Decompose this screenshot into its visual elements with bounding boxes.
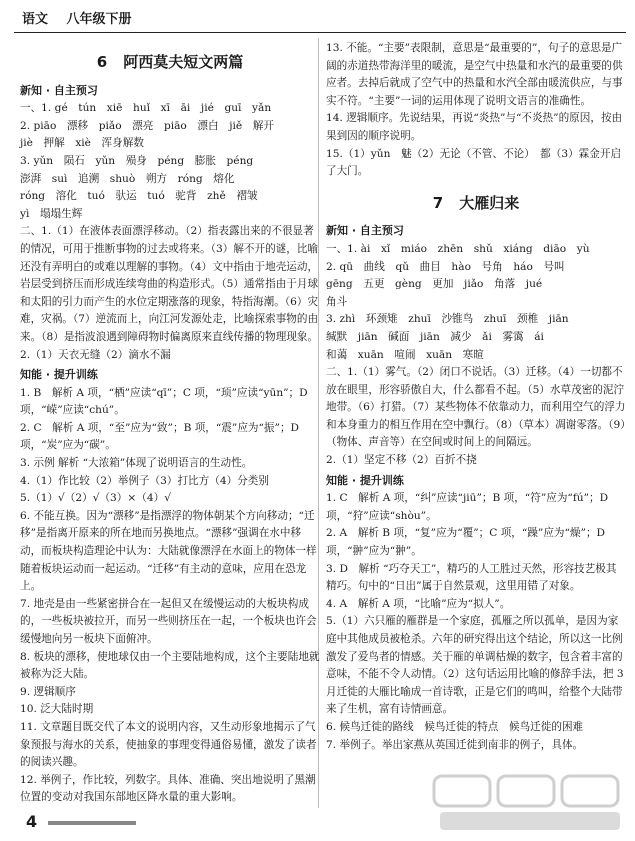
answer-item: 4.（1）作比较（2）举例子（3）打比方（4）分类别 [20, 474, 269, 487]
answer-list [326, 241, 626, 470]
page-header [22, 8, 622, 30]
answer-item: 二、1.（1）在液体表面漂浮移动。（2）指表露出来的不很显著的情况，可用于推断事物的过去或将来。（3）解不开的谜，比喻还没有弄明白的或难以理解的事物。（4）文中指由于地壳运动，岩层受到挤压而形成连续弯曲的构造形式。（5）通常指由于月球和太阳的引力而产生的水位定期涨落的现象，特指海潮。（6）灾难，灾祸。（7）逆流而上，向江河发源处走，比喻探索事物的由来。（8）是指波浪遇到障碍物时偏离原来直线传播的物理现象。 [20, 225, 319, 343]
answer-item: 15.（1）yǔn 魅（2）无论（不管、不论） 都（3）霖金开启了大门。 [326, 147, 622, 178]
answer-item: jiè 押解 xiè 浑身解数 [20, 137, 144, 150]
answer-item: 澎湃 suì 追溯 shuò 朔方 róng 熔化 [20, 172, 235, 185]
answer-item: 12. 举例子，作比较，列数字。具体、准确、突出地说明了黑潮位置的变动对我国东部地区降水量的重大影响。 [20, 773, 316, 804]
answer-item: 二、1.（1）雾气。（2）闭口不说话。（3）迁移。（4）一切都不放在眼里，形容骄傲自大，什么都看不起。（5）水草茂密的泥泞地带。（6）打猎。（7）某些物体不依靠动力，而利用空气的浮力和本身重力的相互作用在空中飘行。（8）（草本）凋谢零落。（9）（物体、声音等）在空间或时间上的间隔远。 [326, 366, 626, 449]
answer-list [326, 40, 626, 181]
answer-item: 2. A 解析 B 项，“复”应为“覆”；C 项，“躁”应为“燥”；D 项，“翀”应为“翀”。 [326, 527, 606, 558]
chapter-number: 6 [96, 53, 108, 71]
answer-item: 4. A 解析 A 项，“比喻”应为“拟人”。 [326, 597, 511, 610]
answer-list [326, 490, 626, 754]
answer-item: 6. 候鸟迁徙的路线 候鸟迁徙的特点 候鸟迁徙的困难 [326, 720, 584, 733]
answer-item: 5.（1）六只雁的雁群是一个家庭，孤雁之所以孤单，是因为家庭中其他成员被枪杀。六年的研究得出这个结论，所以这一比例激发了爱鸟者的情感。关于雁的单调枯燥的数字，包含着丰富的意味，不能不令人动情。（2）这句话运用比喻的修辞手法，把 3 月迁徙的大雁比喻成一首诗歌，正是它们的鸣叫，给整个大陆带来了生机，富有诗情画意。 [326, 615, 624, 716]
answer-item: 2. piāo 漂移 piǎo 漂亮 piāo 漂白 jiě 解开 [20, 119, 274, 132]
section-heading-preview: 新知 · 自主预习 [20, 83, 98, 97]
answer-item: 7. 地壳是由一些紧密拼合在一起但又在缓慢运动的大板块构成的，一些板块被拉开，而另一些则挤压在一起，一个板块也许会缓慢地向另一板块下面俯冲。 [20, 597, 317, 645]
answer-item: gēng 五更 gèng 更加 jiǎo 角落 jué [326, 278, 543, 291]
section-heading-preview: 新知 · 自主预习 [326, 224, 404, 238]
section-heading-training: 知能 · 提升训练 [326, 473, 404, 487]
chapter-name: 大雁归来 [459, 193, 520, 212]
answer-list [20, 385, 320, 807]
chapter-name: 阿西莫夫短文两篇 [123, 53, 244, 71]
chapter-title-7 [326, 195, 626, 213]
header-rule [14, 32, 626, 33]
answer-item: 2.（1）坚定不移（2）百折不挠 [326, 454, 477, 467]
answer-item: 5.（1）√（2）√（3）×（4）√ [20, 492, 171, 505]
answer-item: 3. yǔn 陨石 yǔn 殒身 péng 膨胀 péng [20, 154, 254, 167]
section-heading-training: 知能 · 提升训练 [20, 368, 98, 382]
answer-item: 3. zhì 环颈雉 zhuī 沙锥鸟 zhuī 颈椎 jiān [326, 313, 569, 326]
answer-item: 8. 板块的漂移，使地球仅由一个主要陆地构成，这个主要陆地就被称为泛大陆。 [20, 650, 320, 681]
footer-bar [48, 821, 136, 825]
answer-item: 9. 逻辑顺序 [20, 685, 76, 698]
watermark-logo [430, 770, 630, 836]
grade-label: 八年级下册 [66, 12, 132, 27]
page-number: 4 [26, 812, 38, 831]
answer-item: 一、1. ài xǐ miáo zhēn shǔ xiáng diāo yù [326, 242, 590, 255]
left-column [20, 40, 320, 807]
answer-item: 7. 举例子。举出家燕从英国迁徙到南非的例子，具体。 [326, 738, 584, 751]
answer-item: 1. B 解析 A 项，“栖”应读“qī”；C 项，“顼”应读“yūn”；D 项，“嵘”应读“chú”。 [20, 386, 308, 417]
answer-item: 2. C 解析 A 项，“至”应为“致”；B 项，“震”应为“振”；D 项，“炭”应为“碳”。 [20, 421, 300, 452]
answer-list [20, 100, 320, 364]
answer-item: 11. 文章题目既交代了本文的说明内容，又生动形象地揭示了气象预报与海水的关系，使抽象的事理变得通俗易懂，激发了读者的阅读兴趣。 [20, 720, 317, 769]
answer-item: róng 溶化 tuó 驮运 tuó 驼背 zhě 褶皱 [20, 190, 258, 203]
answer-item: 14. 逻辑顺序。先说结果，再说“炎热”与“不炎热”的原因，按由果到因的顺序说明。 [326, 112, 623, 142]
answer-item: 2. qū 曲线 qǔ 曲目 hào 号角 háo 号叫 [326, 260, 565, 273]
answer-item: 2.（1）天衣无缝（2）滴水不漏 [20, 348, 171, 361]
answer-item: 角斗 [326, 295, 348, 308]
chapter-number: 7 [432, 193, 444, 212]
answer-item: yì 塌塌生辉 [20, 207, 83, 220]
subject-label: 语文 [22, 12, 49, 27]
chapter-title-6 [20, 54, 320, 72]
answer-item: 1. C 解析 A 项，“纠”应读“jiū”；B 项，“符”应为“fú”；D 项，“狩”应读“shòu”。 [326, 492, 609, 522]
answer-item: 和蔼 xuān 喧闹 xuān 寒暄 [326, 348, 484, 361]
answer-item: 13. 不能。“主要”表限制，意思是“最重要的”，句子的意思是广阔的赤道热带海洋里的暖流，是空气中热量和水汽的最重要的供应者。去掉后就成了空气中的热量和水汽全部由暖流供应，与事实不符。“主要”一词的运用体现了说明文语言的准确性。 [326, 42, 623, 107]
right-column [326, 40, 626, 754]
answer-item: 3. 示例 解析 “大浓箱”体现了说明语言的生动性。 [20, 457, 253, 470]
answer-item: 3. D 解析 “巧夺天工”，精巧的人工胜过天然，形容技艺极其精巧。句中的“日出”属于自然景观，这里用错了对象。 [326, 562, 617, 593]
answer-item: 一、1. gé tún xiē huǐ xī āi jié guī yǎn [20, 102, 272, 115]
answer-item: 6. 不能互换。因为“漂移”是指漂浮的物体朝某个方向移动；“迁移”是指离开原来的所在地而另换地点。“漂移”强调在水中移动，而板块构造理论中认为：大陆就像漂浮在水面上的物体一样随着板块运动而一起运动。“迁移”有主动的意味，应用在恐龙上。 [20, 509, 317, 593]
answer-item: 10. 泛大陆时期 [20, 703, 94, 716]
answer-item: 缄默 jiān 碱面 jiān 减少 ǎi 雾霭 ái [326, 330, 544, 343]
